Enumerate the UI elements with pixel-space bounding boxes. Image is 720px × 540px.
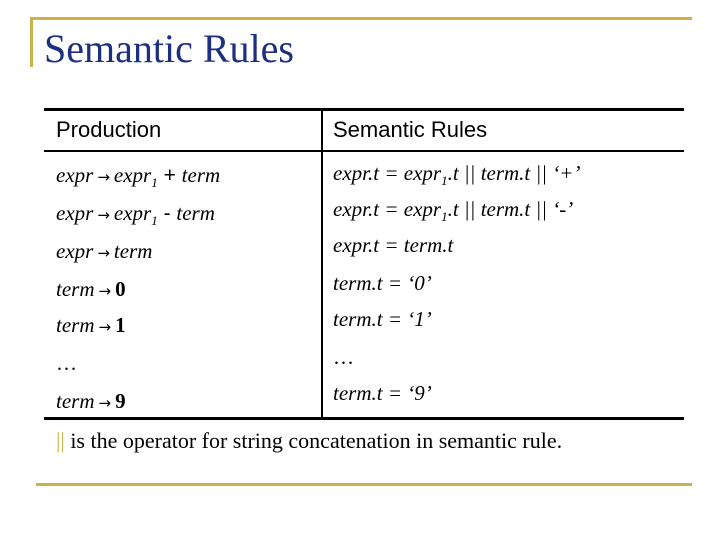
production-digit: 9	[115, 389, 126, 413]
production-rhs: term	[113, 239, 153, 263]
frame-top-line	[30, 17, 692, 20]
semantic-rule-row-5	[333, 307, 432, 332]
subscript: 1	[151, 175, 158, 191]
production-row-7	[56, 389, 126, 414]
production-lhs: term	[56, 313, 95, 337]
rule-text: expr.t = term.t	[333, 233, 454, 257]
semantic-rule-row-7	[333, 381, 432, 406]
header-production: Production	[56, 117, 162, 142]
operator: +	[157, 164, 182, 187]
operator: -	[157, 202, 177, 225]
table-bottom-rule	[44, 417, 684, 420]
rule-text: term.t = ‘0’	[333, 271, 432, 295]
production-row-2	[56, 201, 215, 229]
footnote	[56, 428, 562, 454]
arrow-icon: →	[97, 244, 110, 262]
arrow-icon: →	[98, 282, 112, 300]
arrow-icon: →	[98, 318, 112, 336]
arrow-icon: →	[97, 168, 110, 186]
production-digit: 1	[115, 313, 126, 337]
production-rhs-term: term	[181, 163, 221, 187]
subscript: 1	[151, 213, 158, 229]
table-top-rule	[44, 108, 684, 111]
semantic-rule-row-2	[333, 197, 573, 225]
table-header-rule	[44, 150, 684, 152]
semantic-rule-row-4	[333, 271, 432, 296]
rule-text: expr.t = expr	[333, 197, 442, 221]
semantic-rule-row-3	[333, 233, 453, 258]
production-digit: 0	[115, 277, 126, 301]
header-semantic-rules: Semantic Rules	[333, 117, 488, 142]
production-lhs: expr	[56, 239, 94, 263]
subscript: 1	[441, 173, 448, 189]
ellipsis-text: …	[56, 351, 77, 375]
ellipsis-text: …	[333, 345, 354, 369]
arrow-icon: →	[97, 206, 110, 224]
concat-operator: ||	[56, 428, 65, 453]
production-row-4	[56, 277, 126, 302]
footnote-text: is the operator for string concatenation in semantic rule.	[64, 428, 563, 453]
production-ellipsis	[56, 351, 77, 376]
production-rhs: expr	[113, 201, 152, 225]
semantic-rule-row-1	[333, 161, 580, 189]
semantic-rule-ellipsis	[333, 345, 354, 370]
production-row-1	[56, 163, 220, 191]
subscript: 1	[441, 209, 448, 225]
production-lhs: term	[56, 389, 95, 413]
production-lhs: expr	[56, 201, 94, 225]
production-lhs: expr	[56, 163, 94, 187]
slide-title: Semantic Rules	[44, 26, 294, 71]
rule-text: term.t = ‘1’	[333, 307, 432, 331]
frame-bottom-line	[36, 483, 692, 486]
rule-text-tail: .t || term.t || ‘+’	[447, 161, 581, 185]
production-row-3	[56, 239, 152, 264]
rule-text: expr.t = expr	[333, 161, 442, 185]
table-column-divider	[321, 111, 323, 417]
rule-text-tail: .t || term.t || ‘-’	[447, 197, 574, 221]
production-rhs-term: term	[176, 201, 215, 225]
rule-text: term.t = ‘9’	[333, 381, 432, 405]
production-lhs: term	[56, 277, 95, 301]
arrow-icon: →	[98, 394, 112, 412]
production-rhs: expr	[113, 163, 152, 187]
production-row-5	[56, 313, 126, 338]
frame-left-line	[30, 17, 33, 67]
